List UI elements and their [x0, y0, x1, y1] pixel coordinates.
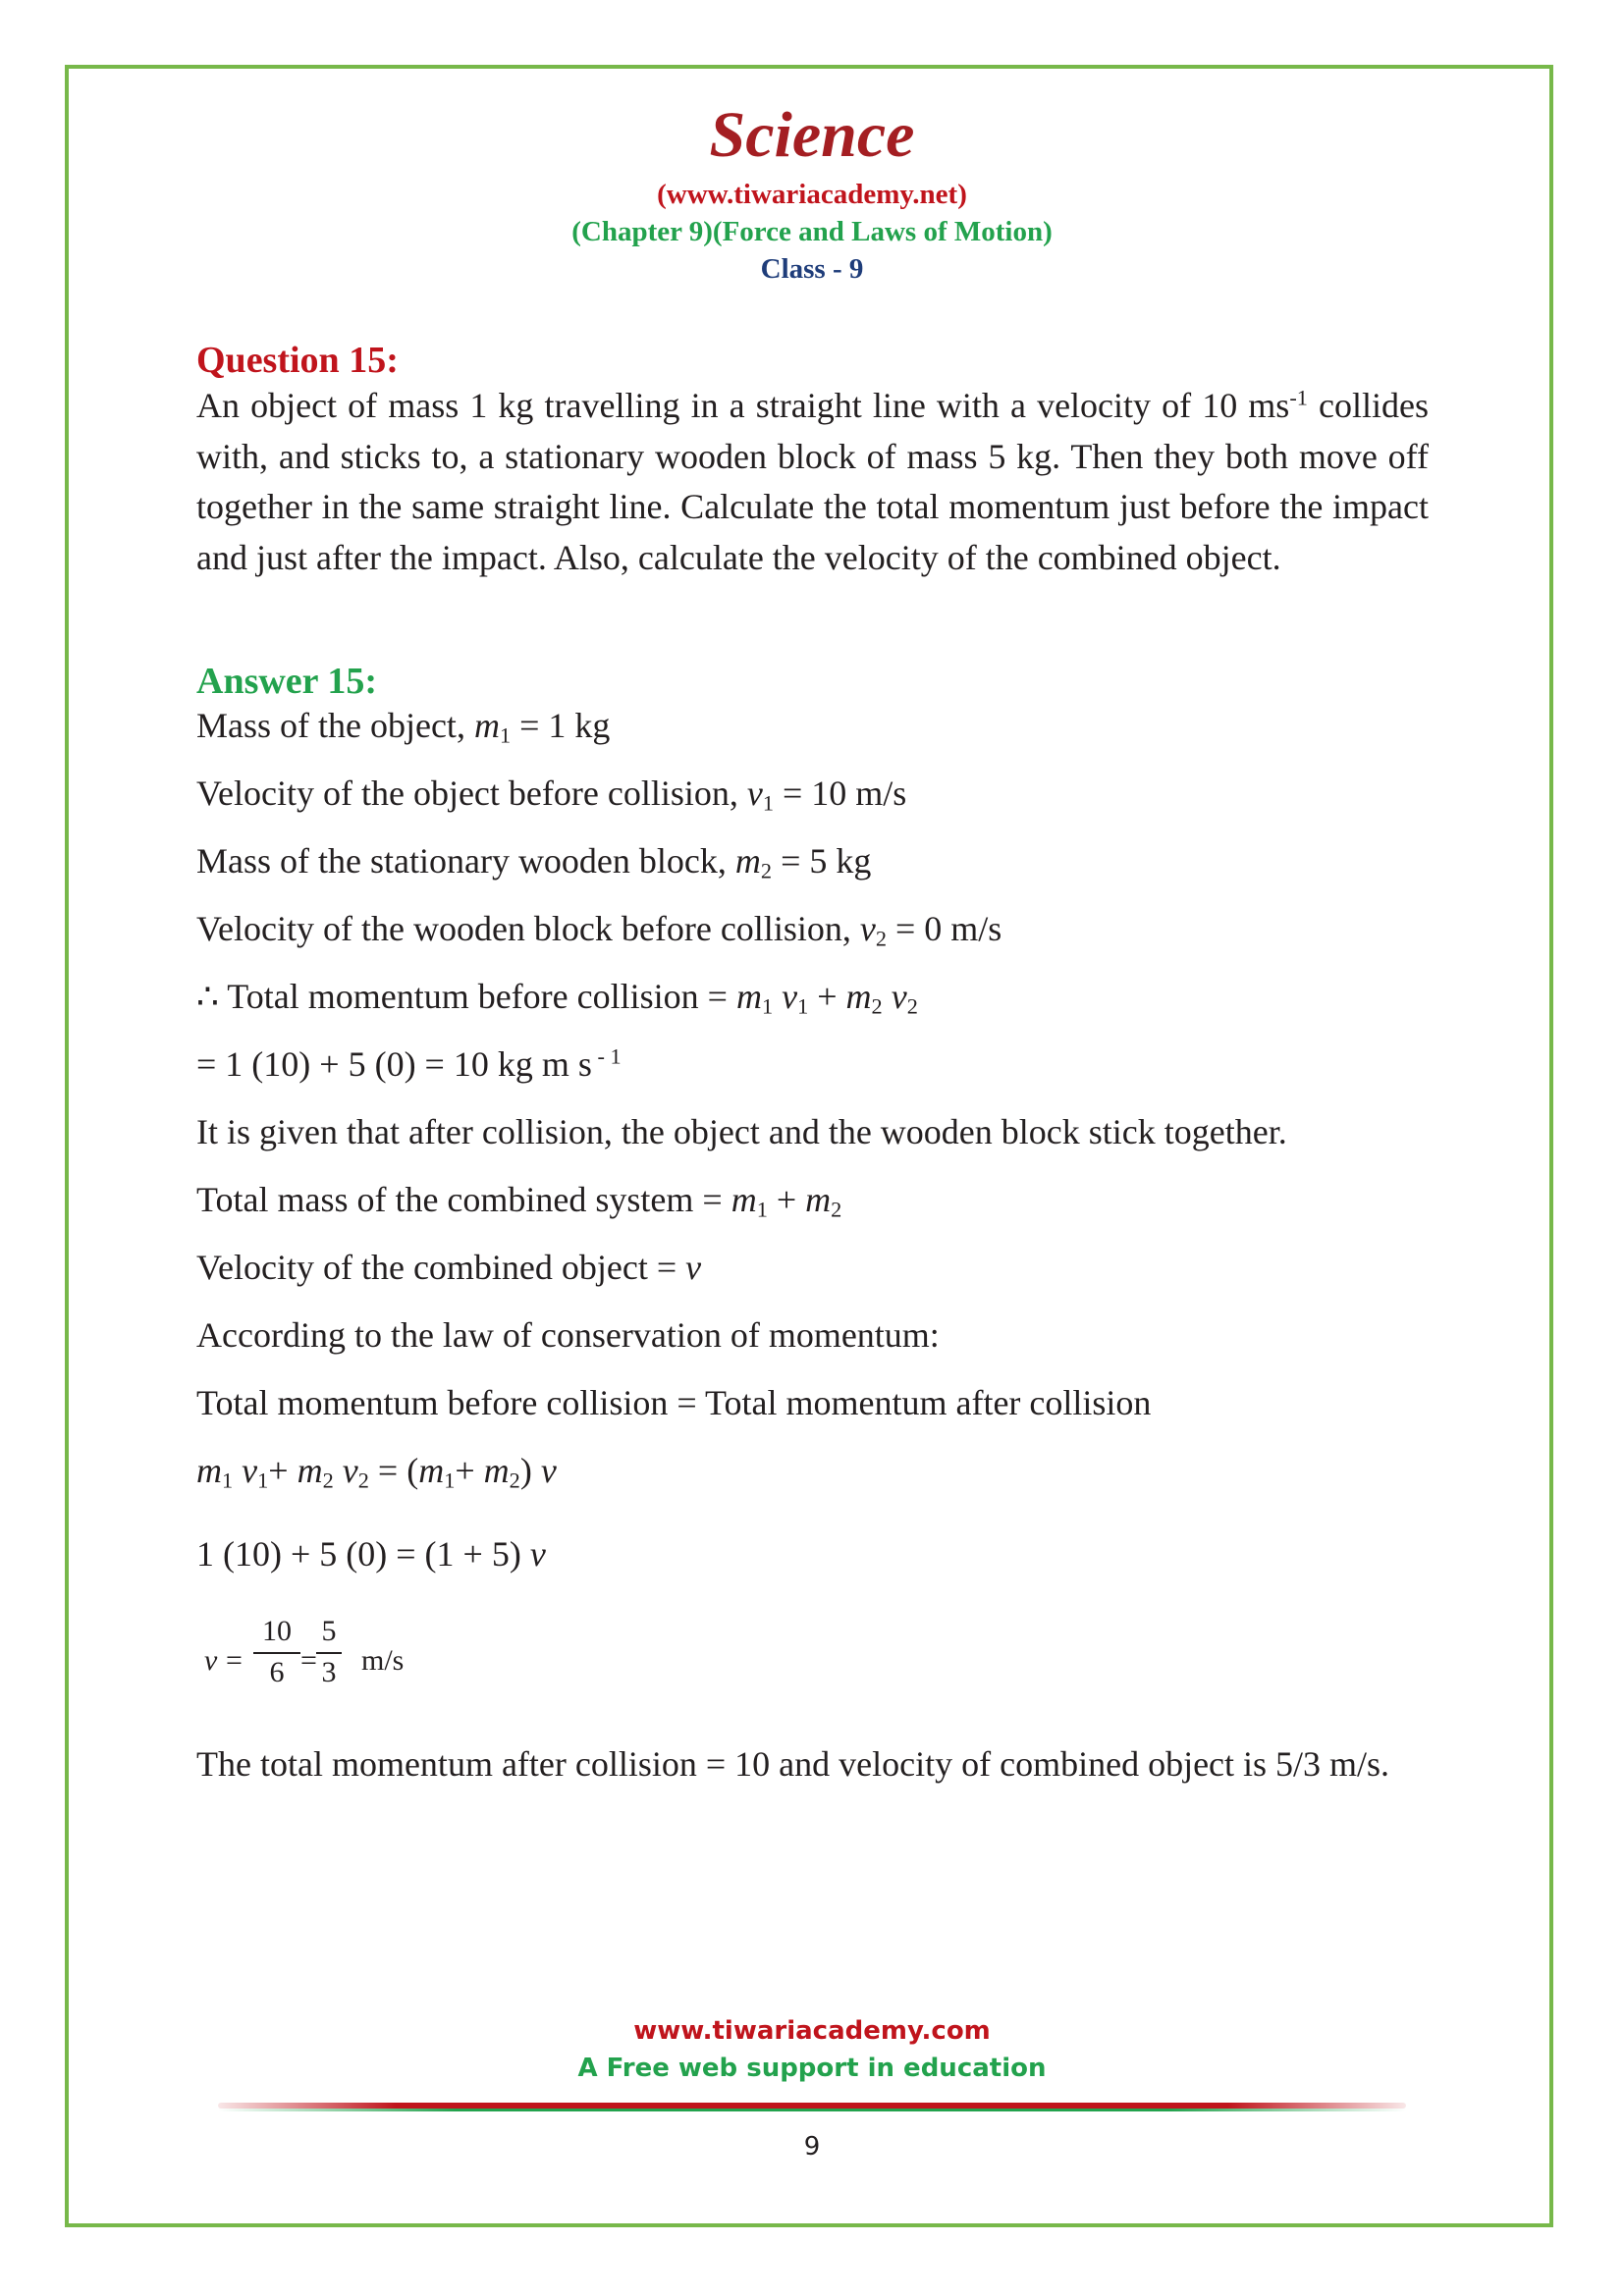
footer-divider-accent	[218, 2109, 1406, 2111]
var: v	[540, 1451, 557, 1490]
fraction-den: 6	[269, 1656, 285, 1688]
footer-tagline: A Free web support in education	[577, 2054, 1047, 2083]
answer-line-combined-velocity	[196, 1247, 701, 1288]
fraction-eq: =	[226, 1644, 243, 1677]
fraction-eq: =	[300, 1644, 317, 1677]
sub: 2	[906, 993, 918, 1019]
sub: 1	[444, 1468, 456, 1493]
var: v	[529, 1534, 546, 1574]
var: m	[734, 841, 761, 881]
fraction-num: 10	[262, 1615, 292, 1647]
text: 1 (10) + 5 (0) = (1 + 5)	[196, 1534, 530, 1574]
answer-conclusion: The total momentum after collision = 10 and velocity of combined object is 5/3 m/s.	[196, 1744, 1390, 1784]
answer-heading: Answer 15:	[196, 661, 378, 702]
text: Velocity of the object before collision,	[196, 774, 747, 813]
page-title: Science	[709, 99, 915, 171]
var: m	[297, 1451, 323, 1490]
var: m	[473, 706, 500, 745]
sub: 1	[756, 1197, 768, 1222]
footer-site-link[interactable]: www.tiwariacademy.com	[633, 2016, 991, 2046]
answer-line-equation	[196, 1450, 557, 1491]
text: +	[767, 1180, 806, 1219]
text: )	[519, 1451, 541, 1490]
answer-line-mass-block	[196, 840, 871, 881]
answer-line-stick: It is given that after collision, the object and the wooden block stick together.	[196, 1112, 1287, 1151]
var: v	[342, 1451, 358, 1490]
header-class: Class - 9	[760, 253, 864, 285]
fraction-two	[316, 1615, 342, 1689]
sub: 1	[257, 1468, 269, 1493]
sub: 2	[875, 926, 887, 951]
sub: 2	[831, 1197, 842, 1222]
sub: 2	[357, 1468, 369, 1493]
text: Mass of the stationary wooden block,	[196, 841, 735, 881]
answer-line-substitute	[196, 1533, 546, 1575]
answer-line-total-mass	[196, 1179, 841, 1220]
sub: 1	[762, 790, 774, 816]
sup: - 1	[591, 1043, 622, 1069]
sub: 2	[509, 1468, 520, 1493]
answer-line-total-momentum	[196, 976, 918, 1017]
var: m	[845, 977, 872, 1016]
text: = 1 (10) + 5 (0) = 10 kg m s	[196, 1044, 592, 1084]
text: Velocity of the wooden block before collision,	[196, 909, 860, 948]
answer-line-conservation: Total momentum before collision = Total momentum after collision	[196, 1383, 1152, 1422]
question-text-b: collides with, and sticks to, a stationary wooden block of mass 5 kg. Then they both move off together in the same straight line. Calculate the total momentum just before the impact and just after the impact. Also, calculate the velocity of the combined object.	[196, 386, 1429, 577]
text: +	[268, 1451, 298, 1490]
question-heading: Question 15:	[196, 340, 399, 381]
var: v	[746, 774, 763, 813]
sub: 2	[760, 858, 773, 883]
text: = 0 m/s	[886, 909, 1002, 948]
var: m	[735, 977, 762, 1016]
var: m	[731, 1180, 757, 1219]
fraction-num: 5	[321, 1615, 337, 1647]
header-site: (www.tiwariacademy.net)	[657, 179, 967, 210]
answer-line-calc-before	[196, 1043, 622, 1085]
fraction-den: 3	[321, 1656, 337, 1688]
answer-line-mass-object	[196, 705, 610, 746]
text: = (	[368, 1451, 419, 1490]
sub: 1	[761, 993, 774, 1019]
page-number: 9	[803, 2132, 821, 2162]
text: Total mass of the combined system =	[196, 1180, 731, 1219]
fraction-one	[253, 1615, 300, 1689]
text: Mass of the object,	[196, 706, 474, 745]
var: m	[483, 1451, 510, 1490]
var: v	[782, 977, 798, 1016]
sub: 1	[499, 722, 512, 748]
fraction-var: v	[204, 1644, 218, 1677]
text: ∴ Total momentum before collision =	[196, 977, 736, 1016]
sub: 2	[871, 993, 883, 1019]
answer-line-velocity-block	[196, 908, 1001, 949]
header-chapter: (Chapter 9)(Force and Laws of Motion)	[571, 216, 1053, 247]
sub: 1	[797, 993, 809, 1019]
text: = 10 m/s	[773, 774, 907, 813]
var: v	[859, 909, 876, 948]
var: m	[196, 1451, 222, 1490]
var: m	[805, 1180, 832, 1219]
text: = 1 kg	[511, 706, 611, 745]
var: v	[242, 1451, 258, 1490]
var: v	[891, 977, 907, 1016]
question-text	[196, 381, 1429, 583]
answer-line-law: According to the law of conservation of momentum:	[196, 1315, 940, 1355]
text: +	[455, 1451, 484, 1490]
text: Velocity of the combined object =	[196, 1248, 686, 1287]
text: = 5 kg	[772, 841, 872, 881]
var: m	[418, 1451, 445, 1490]
sub: 1	[222, 1468, 234, 1493]
fraction-unit: m/s	[361, 1644, 405, 1677]
question-text-a: An object of mass 1 kg travelling in a straight line with a velocity of 10 ms	[196, 386, 1290, 425]
text: +	[808, 977, 846, 1016]
var: v	[685, 1248, 702, 1287]
question-text-sup: -1	[1289, 385, 1308, 410]
sub: 2	[322, 1468, 334, 1493]
answer-line-velocity-object	[196, 773, 906, 814]
